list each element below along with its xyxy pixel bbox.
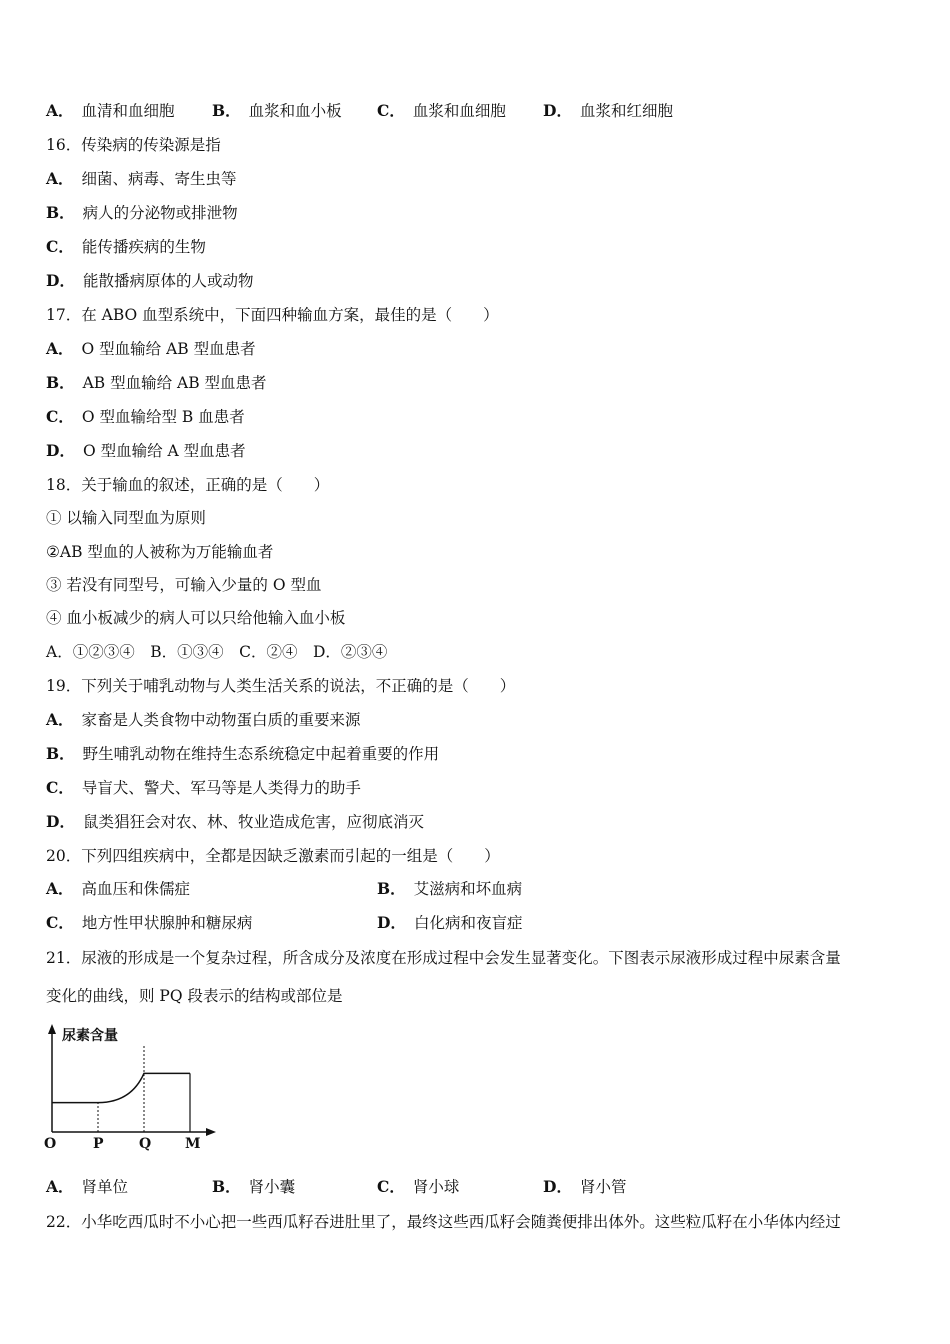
q15-option-b[interactable]	[212, 101, 342, 121]
option-text: 能散播病原体的人或动物	[82, 272, 254, 290]
option-label: B．	[46, 744, 75, 763]
option-label: D．	[543, 1177, 572, 1196]
q18-statement-4: ④ 血小板减少的病人可以只给他输入血小板	[46, 609, 346, 627]
option-text: 血浆和血小板	[248, 102, 342, 120]
option-text: 地方性甲状腺肿和糖尿病	[81, 914, 253, 932]
option-label: A．	[46, 339, 74, 358]
q19-option-d[interactable]	[46, 812, 424, 832]
q22-stem: 22．小华吃西瓜时不小心把一些西瓜籽吞进肚里了，最终这些西瓜籽会随粪便排出体外。这些粒瓜籽在小华体内经过	[46, 1213, 841, 1231]
option-text: O 型血输给型 B 血患者	[81, 408, 245, 426]
q18-statement-1: ① 以输入同型血为原则	[46, 509, 206, 527]
option-text: 家畜是人类食物中动物蛋白质的重要来源	[81, 711, 361, 729]
q20-option-c[interactable]	[46, 913, 252, 933]
q20-option-b[interactable]	[377, 879, 522, 899]
option-text: O 型血输给 A 型血患者	[82, 442, 246, 460]
q19-stem: 19．下列关于哺乳动物与人类生活关系的说法，不正确的是（ ）	[46, 677, 516, 695]
q20-option-a[interactable]	[46, 879, 190, 899]
q18-stem: 18．关于输血的叙述，正确的是（ ）	[46, 476, 330, 494]
q17-option-b[interactable]	[46, 373, 267, 393]
q21-option-c[interactable]	[377, 1177, 459, 1197]
option-text: 血浆和红细胞	[579, 102, 673, 120]
q16-option-b[interactable]	[46, 203, 238, 223]
q20-option-d[interactable]	[377, 913, 522, 933]
q16-stem: 16．传染病的传染源是指	[46, 136, 221, 154]
option-text: 高血压和侏儒症	[81, 880, 191, 898]
option-label: D．	[46, 271, 75, 290]
q15-option-a[interactable]	[46, 101, 175, 121]
option-text: 病人的分泌物或排泄物	[82, 204, 238, 222]
q19-option-b[interactable]	[46, 744, 439, 764]
option-label: A．	[46, 710, 74, 729]
option-text: 血清和血细胞	[81, 102, 175, 120]
option-label: B．	[212, 1177, 241, 1196]
option-text: 肾小管	[579, 1178, 627, 1196]
urea-curve	[52, 1073, 190, 1102]
option-label: B．	[212, 101, 241, 120]
option-text: AB 型血输给 AB 型血患者	[82, 374, 267, 392]
urea-content-chart	[40, 1020, 220, 1155]
q16-option-a[interactable]	[46, 169, 237, 189]
q16-option-d[interactable]	[46, 271, 253, 291]
q19-option-c[interactable]	[46, 778, 361, 798]
q21-option-d[interactable]	[543, 1177, 626, 1197]
q18-options[interactable]: A．①②③④ B．①③④ C．②④ D．②③④	[46, 643, 388, 661]
q21-stem-line2: 变化的曲线，则 PQ 段表示的结构或部位是	[46, 987, 343, 1005]
q17-stem: 17．在 ABO 血型系统中，下面四种输血方案，最佳的是（ ）	[46, 306, 499, 324]
q21-option-b[interactable]	[212, 1177, 295, 1197]
q21-stem-line1: 21．尿液的形成是一个复杂过程，所含成分及浓度在形成过程中会发生显著变化。下图表示尿液形成过程中尿素含量	[46, 949, 841, 967]
option-text: 白化病和夜盲症	[413, 914, 523, 932]
option-label: C．	[46, 407, 74, 426]
option-label: C．	[377, 1177, 405, 1196]
q20-stem: 20．下列四组疾病中，全都是因缺乏激素而引起的一组是（ ）	[46, 847, 500, 865]
q17-option-d[interactable]	[46, 441, 246, 461]
q21-option-a[interactable]	[46, 1177, 128, 1197]
option-label: D．	[46, 441, 75, 460]
origin-label: O	[44, 1136, 57, 1152]
x-tick-q: Q	[139, 1136, 152, 1152]
x-axis-arrow	[206, 1128, 216, 1136]
y-axis-label: 尿素含量	[62, 1028, 118, 1044]
option-label: C．	[377, 101, 405, 120]
q15-option-d[interactable]	[543, 101, 673, 121]
option-text: 鼠类猖狂会对农、林、牧业造成危害，应彻底消灭	[82, 813, 424, 831]
x-tick-p: P	[93, 1136, 104, 1152]
q17-option-a[interactable]	[46, 339, 256, 359]
x-tick-m: M	[185, 1136, 201, 1152]
q18-statement-3: ③ 若没有同型号，可输入少量的 O 型血	[46, 576, 322, 594]
option-label: B．	[46, 373, 75, 392]
q17-option-c[interactable]	[46, 407, 245, 427]
option-label: B．	[46, 203, 75, 222]
q15-option-c[interactable]	[377, 101, 506, 121]
option-text: 肾小球	[412, 1178, 460, 1196]
option-text: 导盲犬、警犬、军马等是人类得力的助手	[81, 779, 361, 797]
option-text: 血浆和血细胞	[412, 102, 506, 120]
option-text: O 型血输给 AB 型血患者	[81, 340, 256, 358]
option-label: A．	[46, 879, 74, 898]
option-text: 肾小囊	[248, 1178, 296, 1196]
option-text: 肾单位	[81, 1178, 129, 1196]
option-text: 细菌、病毒、寄生虫等	[81, 170, 237, 188]
option-label: A．	[46, 1177, 74, 1196]
option-text: 艾滋病和坏血病	[413, 880, 523, 898]
option-label: A．	[46, 169, 74, 188]
option-label: C．	[46, 913, 74, 932]
q19-option-a[interactable]	[46, 710, 361, 730]
option-text: 野生哺乳动物在维持生态系统稳定中起着重要的作用	[82, 745, 440, 763]
option-label: A．	[46, 101, 74, 120]
option-label: D．	[377, 913, 406, 932]
option-label: D．	[543, 101, 572, 120]
option-label: D．	[46, 812, 75, 831]
option-label: C．	[46, 778, 74, 797]
option-text: 能传播疾病的生物	[81, 238, 206, 256]
option-label: B．	[377, 879, 406, 898]
y-axis-arrow	[48, 1024, 56, 1034]
q18-statement-2: ②AB 型血的人被称为万能输血者	[46, 543, 274, 561]
q16-option-c[interactable]	[46, 237, 206, 257]
option-label: C．	[46, 237, 74, 256]
